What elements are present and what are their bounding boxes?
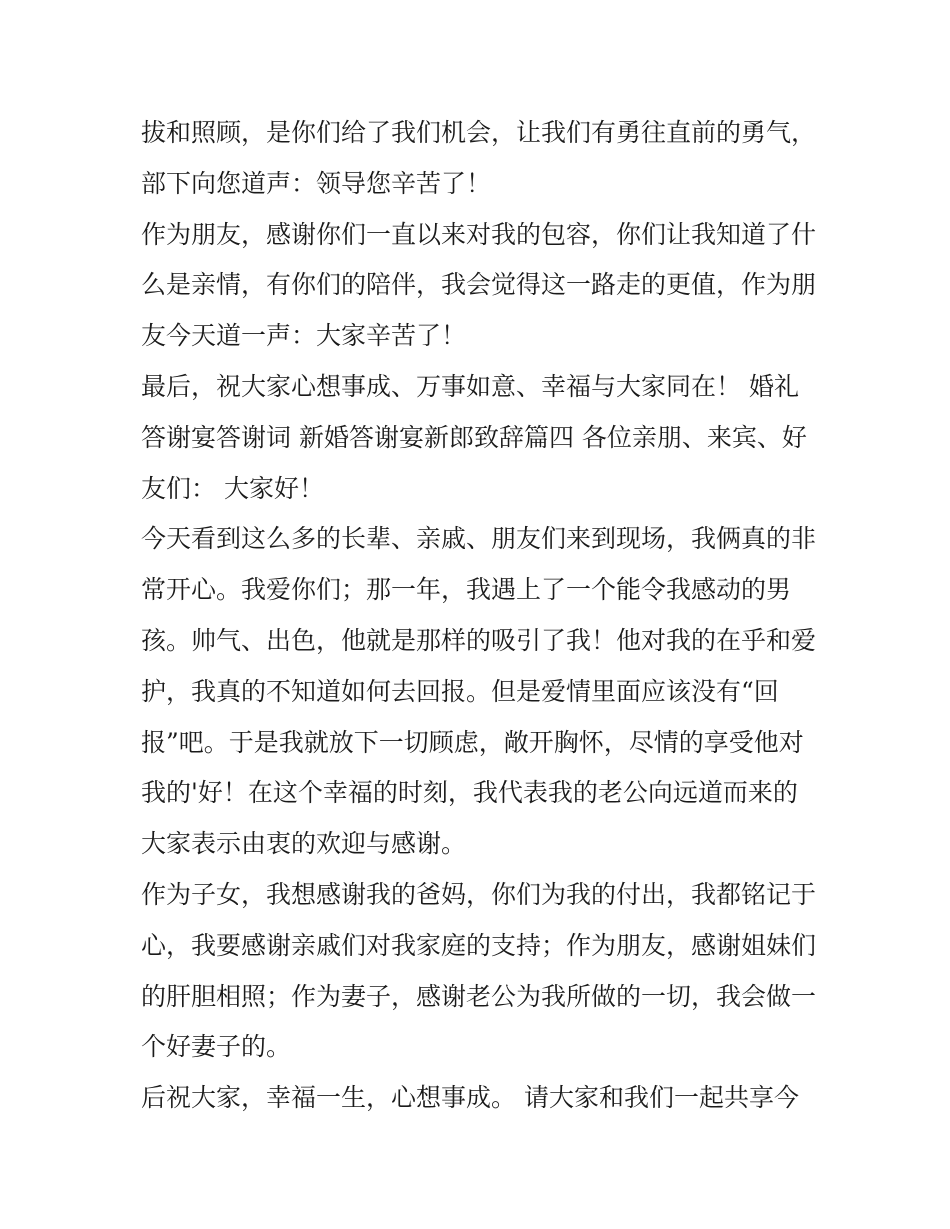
text-line: 最后，祝大家心想事成、万事如意、幸福与大家同在！ 婚礼 — [141, 371, 799, 401]
text-line: 常开心。我爱你们；那一年，我遇上了一个能令我感动的男 — [141, 575, 792, 605]
text-line: 么是亲情，有你们的陪伴，我会觉得这一路走的更值，作为朋 — [141, 270, 817, 300]
text-line: 孩。帅气、出色，他就是那样的吸引了我！他对我的在乎和爱 — [141, 625, 817, 655]
text-line: 我的'好！在这个幸福的时刻，我代表我的老公向远道而来的 — [141, 778, 798, 808]
text-line: 心，我要感谢亲戚们对我家庭的支持；作为朋友，感谢姐妹们 — [141, 930, 817, 960]
text-line: 后祝大家，幸福一生，心想事成。 请大家和我们一起共享今 — [141, 1083, 799, 1113]
text-line: 的肝胆相照；作为妻子，感谢老公为我所做的一切，我会做一 — [141, 981, 817, 1011]
text-line: 友们： 大家好！ — [141, 473, 324, 503]
document-body — [141, 108, 821, 1124]
text-line: 答谢宴答谢词 新婚答谢宴新郎致辞篇四 各位亲朋、来宾、好 — [141, 422, 807, 452]
text-line: 作为子女，我想感谢我的爸妈，你们为我的付出，我都铭记于 — [141, 879, 817, 909]
text-line: 大家表示由衷的欢迎与感谢。 — [141, 829, 467, 859]
text-line: 部下向您道声：领导您辛苦了！ — [141, 168, 492, 198]
text-line: 个好妻子的。 — [141, 1032, 292, 1062]
text-line: 作为朋友，感谢你们一直以来对我的包容，你们让我知道了什 — [141, 219, 817, 249]
text-line: 拔和照顾，是你们给了我们机会，让我们有勇往直前的勇气， — [141, 118, 817, 147]
text-line: 报”吧。于是我就放下一切顾虑，敞开胸怀，尽情的享受他对 — [141, 727, 804, 757]
text-line: 友今天道一声：大家辛苦了！ — [141, 321, 467, 351]
text-line: 护，我真的不知道如何去回报。但是爱情里面应该没有“回 — [141, 676, 779, 706]
text-line: 今天看到这么多的长辈、亲戚、朋友们来到现场，我俩真的非 — [141, 524, 817, 554]
